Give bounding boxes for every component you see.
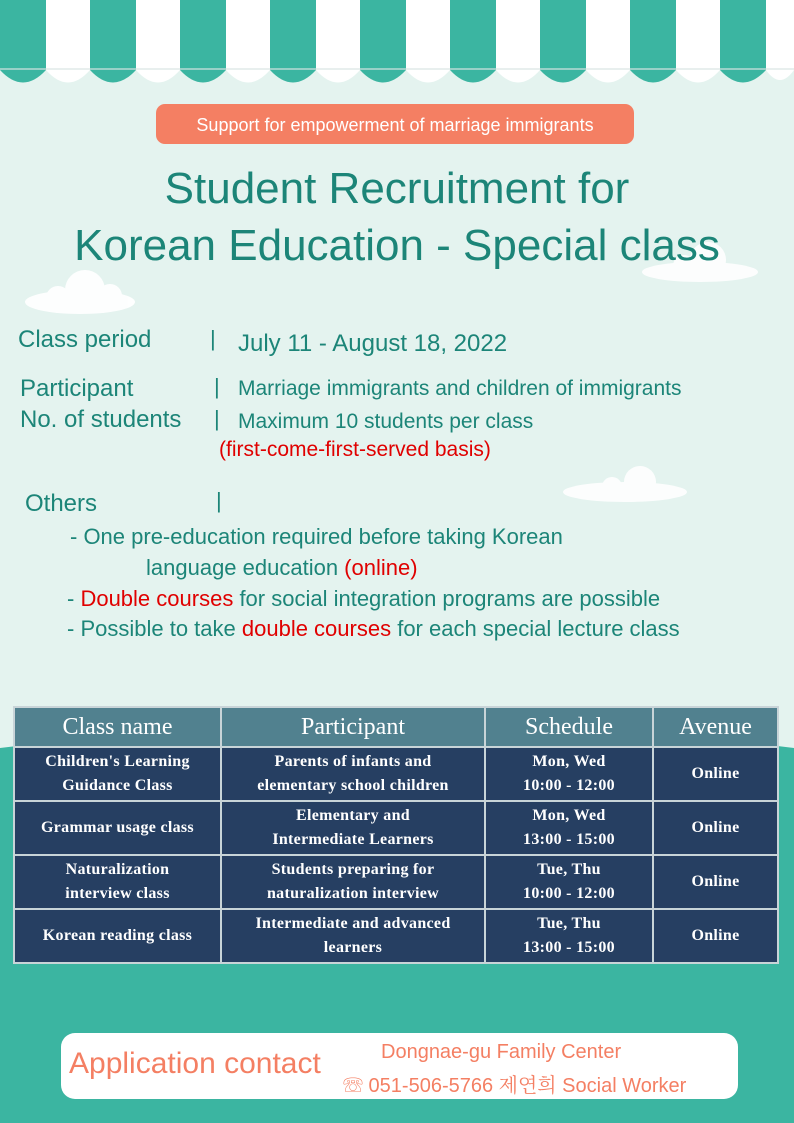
contact-label: Application contact	[69, 1047, 321, 1080]
highlight: (online)	[344, 555, 418, 580]
contact-org: Dongnae-gu Family Center	[381, 1041, 622, 1063]
others-item-3: - Possible to take double courses for each special lecture class	[67, 616, 680, 641]
cell-participant: Parents of infants and elementary school children	[221, 747, 485, 801]
participant-label: Participant	[20, 375, 134, 402]
cell-schedule: Mon, Wed 13:00 - 15:00	[485, 801, 653, 855]
cell-schedule: Tue, Thu 10:00 - 12:00	[485, 855, 653, 909]
contact-box	[61, 1033, 738, 1099]
others-item-2: - Double courses for social integration programs are possible	[67, 586, 661, 611]
others-label: Others	[25, 490, 98, 517]
schedule-table	[13, 706, 779, 964]
cell-participant: Elementary and Intermediate Learners	[221, 801, 485, 855]
table-row	[14, 855, 778, 909]
cell-avenue: Online	[653, 855, 778, 909]
table-row	[14, 909, 778, 963]
cell-avenue: Online	[653, 747, 778, 801]
cell-class-name: Korean reading class	[14, 909, 221, 963]
header-class-name: Class name	[14, 707, 221, 747]
students-value: Maximum 10 students per class	[238, 410, 534, 433]
contact-phone[interactable]: ☏ 051-506-5766 제연희 Social Worker	[343, 1075, 687, 1097]
highlight: Double courses	[80, 586, 234, 611]
cell-class-name: Grammar usage class	[14, 801, 221, 855]
separator: |	[210, 326, 216, 351]
cell-schedule: Tue, Thu 13:00 - 15:00	[485, 909, 653, 963]
others-item-1: - One pre-education required before taking Korean	[70, 524, 563, 549]
page-title	[0, 160, 794, 274]
header-participant: Participant	[221, 707, 485, 747]
cell-participant: Students preparing for naturalization interview	[221, 855, 485, 909]
title-line-1: Student Recruitment for	[164, 164, 630, 213]
cell-participant: Intermediate and advanced learners	[221, 909, 485, 963]
cell-class-name: Children's Learning Guidance Class	[14, 747, 221, 801]
table-header-row	[14, 707, 778, 747]
cell-avenue: Online	[653, 909, 778, 963]
header-avenue: Avenue	[653, 707, 778, 747]
students-note: (first-come-first-served basis)	[219, 438, 491, 461]
highlight: double courses	[241, 616, 392, 641]
awning	[0, 0, 794, 100]
participant-value: Marriage immigrants and children of immigrants	[238, 377, 682, 400]
cell-schedule: Mon, Wed 10:00 - 12:00	[485, 747, 653, 801]
header-schedule: Schedule	[485, 707, 653, 747]
class-period-label: Class period	[18, 326, 152, 353]
cell-avenue: Online	[653, 801, 778, 855]
table-row	[14, 801, 778, 855]
class-period-value: July 11 - August 18, 2022	[238, 330, 508, 357]
table-row	[14, 747, 778, 801]
banner-pill: Support for empowerment of marriage immigrants	[156, 104, 634, 144]
separator: |	[214, 406, 220, 431]
separator: |	[216, 488, 222, 513]
separator: |	[214, 374, 220, 399]
students-label: No. of students	[20, 406, 182, 433]
cell-class-name: Naturalization interview class	[14, 855, 221, 909]
title-line-2: Korean Education - Special class	[74, 221, 720, 270]
others-item-1-cont: language education (online)	[146, 555, 418, 580]
